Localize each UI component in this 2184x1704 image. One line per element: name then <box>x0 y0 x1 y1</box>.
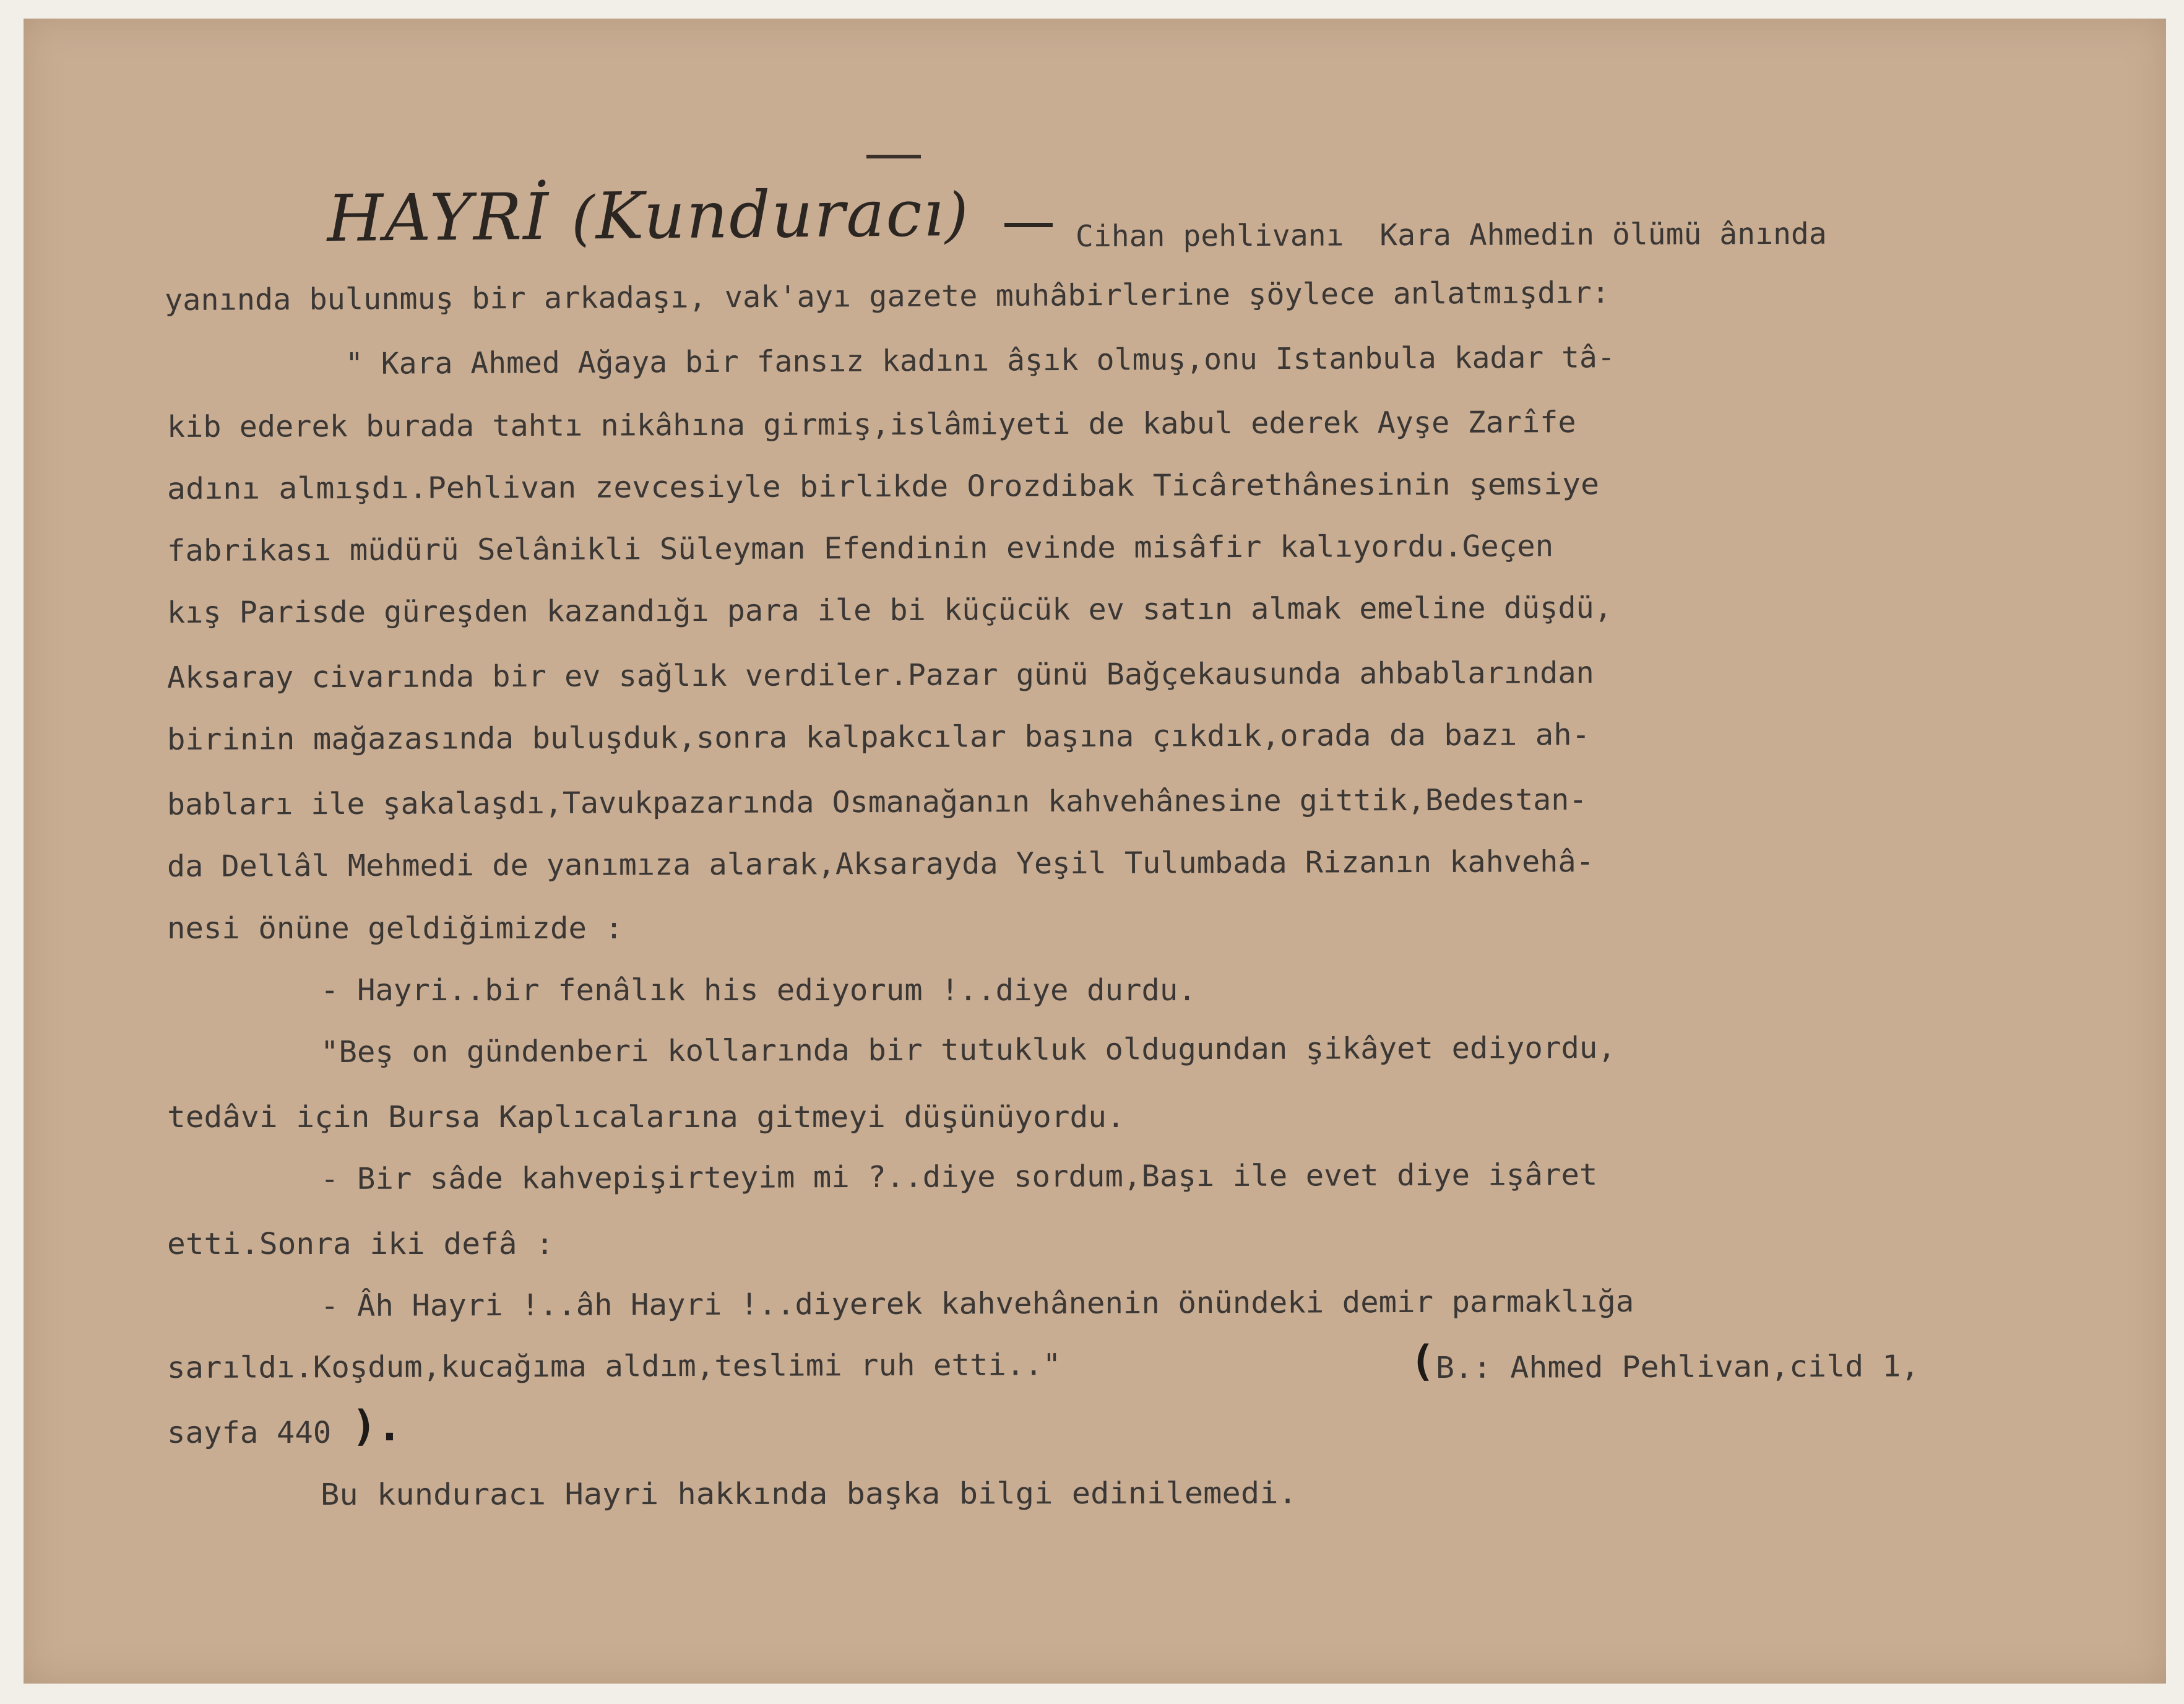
text-line: "Beş on gündenberi kollarında bir tutukluk oldugundan şikâyet ediyordu, <box>320 1030 1616 1070</box>
text-line: - Hayri..bir fenâlık his ediyorum !..diye durdu. <box>321 973 1196 1008</box>
heading-dash <box>1004 223 1053 227</box>
text-line: da Dellâl Mehmedi de yanımıza alarak,Aksarayda Yeşil Tulumbada Rizanın kahvehâ- <box>166 844 1594 884</box>
text-line: yanında bulunmuş bir arkadaşı, vak'ayı gazete muhâbirlerine şöylece anlatmışdır: <box>164 275 1610 318</box>
text-line: B.: Ahmed Pehlivan,cild 1, <box>1435 1349 1920 1385</box>
text-line: babları ile şakalaşdı,Tavukpazarında Osmanağanın kahvehânesine gittik,Bedestan- <box>166 782 1587 822</box>
text-line: Cihan pehlivanı Kara Ahmedin ölümü ânında <box>1075 216 1827 254</box>
text-line: sayfa 440 <box>167 1416 332 1450</box>
handwritten-heading <box>327 175 970 256</box>
text-line: - Bir sâde kahvepişirteyim mi ?..diye sordum,Başı ile evet diye işâret <box>320 1157 1598 1196</box>
text-line: - Âh Hayri !..âh Hayri !..diyerek kahvehânenin önündeki demir parmaklığa <box>320 1284 1634 1323</box>
heading-open-paren: ( <box>571 183 597 253</box>
text-line: Bu kunduracı Hayri hakkında başka bilgi edinilemedi. <box>320 1476 1297 1512</box>
text-line: adını almışdı.Pehlivan zevcesiyle birlikde Orozdibak Ticârethânesinin şemsiye <box>166 467 1600 506</box>
heading-subtitle: Kunduracı <box>595 175 946 254</box>
handwritten-open-paren: ( <box>1410 1337 1435 1386</box>
text-line: tedâvi için Bursa Kaplıcalarına gitmeyi düşünüyordu. <box>167 1100 1125 1135</box>
heading-name: HAYRİ <box>327 178 550 256</box>
text-line: " Kara Ahmed Ağaya bir fansız kadını âşık olmuş,onu Istanbula kadar tâ- <box>345 340 1615 381</box>
ink-mark <box>866 155 921 158</box>
text-line: kış Parisde güreşden kazandığı para ile bi küçücük ev satın almak emeline düşdü, <box>166 590 1613 630</box>
text-line: birinin mağazasında buluşduk,sonra kalpakcılar başına çıkdık,orada da bazı ah- <box>166 717 1591 757</box>
text-line: sarıldı.Koşdum,kucağıma aldım,teslimi ruh etti.." <box>166 1347 1061 1385</box>
text-line: fabrikası müdürü Selânikli Süleyman Efendinin evinde misâfir kalıyordu.Geçen <box>166 529 1554 568</box>
text-line: etti.Sonra iki defâ : <box>167 1227 555 1261</box>
heading-close-paren: ) <box>944 179 970 250</box>
handwritten-close-paren: ). <box>352 1402 402 1451</box>
text-line: nesi önüne geldiğimizde : <box>167 911 623 946</box>
text-line: kib ederek burada tahtı nikâhına girmiş,islâmiyeti de kabul ederek Ayşe Zarîfe <box>166 405 1576 444</box>
text-line: Aksaray civarında bir ev sağlık verdiler.Pazar günü Bağçekausunda ahbablarından <box>166 655 1594 695</box>
typewritten-page <box>24 19 2166 1684</box>
